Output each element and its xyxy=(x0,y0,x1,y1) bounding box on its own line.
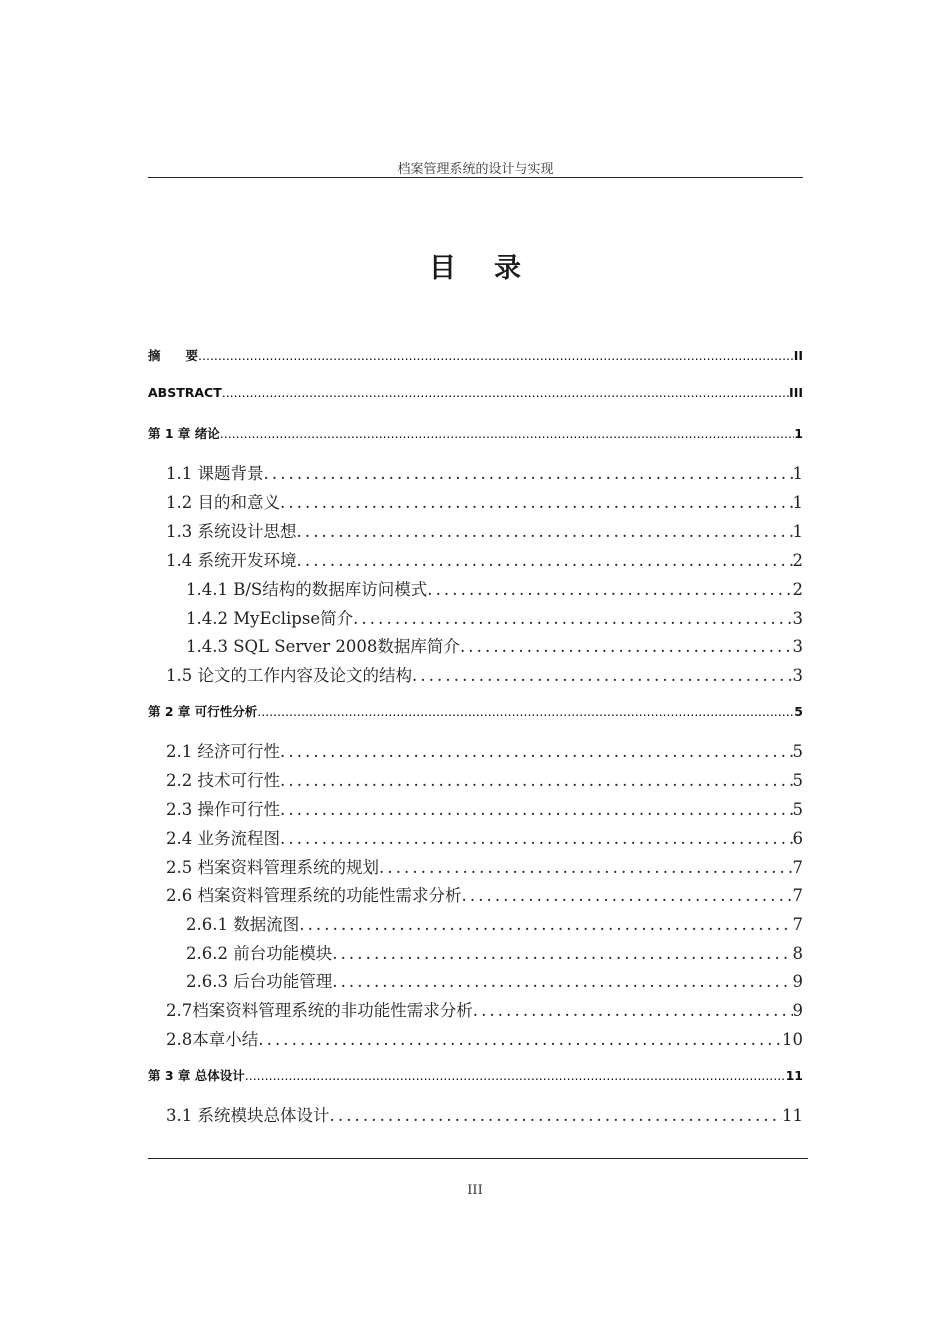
toc-entry-label: 1.4.3 SQL Server 2008数据库简介 xyxy=(186,637,460,656)
dot-leader xyxy=(280,493,793,512)
toc-entry-label: 2.1 经济可行性 xyxy=(166,742,280,761)
dot-leader xyxy=(297,551,793,570)
toc-entry-page: 1 xyxy=(792,493,803,512)
toc-entry-2-6-2[interactable] xyxy=(186,940,803,964)
toc-entry-label: 第 2 章 可行性分析 xyxy=(148,704,258,719)
toc-entry-label: 1.1 课题背景 xyxy=(166,464,264,483)
dot-leader xyxy=(332,972,792,991)
toc-entry-1-3[interactable] xyxy=(166,518,803,542)
dot-leader xyxy=(280,742,793,761)
toc-entry-label: 2.5 档案资料管理系统的规划 xyxy=(166,858,379,877)
toc-entry-2-7[interactable] xyxy=(166,997,803,1021)
toc-entry-page: 7 xyxy=(792,915,803,934)
toc-entry-label: 3.1 系统模块总体设计 xyxy=(166,1106,330,1125)
toc-entry-label: 2.2 技术可行性 xyxy=(166,771,280,790)
dot-leader xyxy=(460,637,793,656)
dot-leader xyxy=(297,522,793,541)
toc-entry-page: 5 xyxy=(792,742,803,761)
toc-entry-page: 7 xyxy=(792,886,803,905)
toc-entry-label: 2.3 操作可行性 xyxy=(166,800,280,819)
toc-entry-page: III xyxy=(789,385,803,400)
dot-leader xyxy=(280,829,793,848)
toc-entry-page: 3 xyxy=(792,609,803,628)
dot-leader xyxy=(222,385,789,400)
toc-entry-page: 5 xyxy=(792,771,803,790)
toc-entry-label: 2.4 业务流程图 xyxy=(166,829,280,848)
toc-entry-1-4[interactable] xyxy=(166,547,803,571)
running-header: 档案管理系统的设计与实现 xyxy=(397,162,554,177)
toc-entry-page: 1 xyxy=(792,464,803,483)
toc-entry-chapter-1[interactable] xyxy=(148,424,803,442)
dot-leader xyxy=(280,800,793,819)
toc-entry-page: 2 xyxy=(792,551,803,570)
toc-entry-label: 1.4 系统开发环境 xyxy=(166,551,297,570)
toc-entry-page: 9 xyxy=(792,972,803,991)
toc-entry-label: 1.5 论文的工作内容及论文的结构 xyxy=(166,666,412,685)
dot-leader xyxy=(462,886,793,905)
toc-title: 目录 xyxy=(429,253,559,284)
toc-entry-label: 1.4.1 B/S结构的数据库访问模式 xyxy=(186,580,428,599)
dot-leader xyxy=(257,704,794,719)
page-number: III xyxy=(467,1183,483,1198)
toc-entry-page: 5 xyxy=(794,704,803,719)
toc-entry-2-5[interactable] xyxy=(166,854,803,878)
toc-entry-page: 6 xyxy=(792,829,803,848)
toc-entry-label: 1.4.2 MyEclipse简介 xyxy=(186,609,354,628)
dot-leader xyxy=(379,858,793,877)
dot-leader xyxy=(258,1030,782,1049)
toc-entry-2-8[interactable] xyxy=(166,1026,803,1050)
toc-entry-label: 摘 要 xyxy=(148,348,199,363)
toc-entry-label: 1.2 目的和意义 xyxy=(166,493,280,512)
dot-leader xyxy=(353,609,792,628)
toc-entry-page: 3 xyxy=(792,637,803,656)
toc-entry-2-2[interactable] xyxy=(166,767,803,791)
toc-entry-page: 11 xyxy=(782,1106,803,1125)
toc-entry-page: 1 xyxy=(792,522,803,541)
dot-leader xyxy=(220,426,795,441)
dot-leader xyxy=(332,944,792,963)
toc-entry-page: 8 xyxy=(792,944,803,963)
dot-leader xyxy=(198,348,794,363)
toc-entry-page: 7 xyxy=(792,858,803,877)
toc-entry-label: 第 3 章 总体设计 xyxy=(148,1068,245,1083)
toc-entry-abstract-en[interactable] xyxy=(148,385,803,400)
dot-leader xyxy=(330,1106,783,1125)
dot-leader xyxy=(280,771,793,790)
toc-entry-label: 1.3 系统设计思想 xyxy=(166,522,297,541)
toc-entry-2-1[interactable] xyxy=(166,738,803,762)
dot-leader xyxy=(473,1001,793,1020)
toc-entry-page: 1 xyxy=(794,426,803,441)
toc-entry-chapter-3[interactable] xyxy=(148,1066,803,1084)
toc-entry-2-6[interactable] xyxy=(166,882,803,906)
toc-entry-label: ABSTRACT xyxy=(148,385,222,400)
toc-entry-label: 2.7档案资料管理系统的非功能性需求分析 xyxy=(166,1001,473,1020)
dot-leader xyxy=(412,666,793,685)
dot-leader xyxy=(264,464,793,483)
toc-entry-1-5[interactable] xyxy=(166,662,803,686)
toc-entry-3-1[interactable] xyxy=(166,1102,803,1126)
toc-entry-1-4-2[interactable] xyxy=(186,605,803,629)
toc-entry-label: 2.6.3 后台功能管理 xyxy=(186,972,333,991)
toc-entry-label: 2.6.1 数据流图 xyxy=(186,915,300,934)
toc-entry-1-4-3[interactable] xyxy=(186,633,803,657)
dot-leader xyxy=(427,580,792,599)
toc-entry-label: 2.6 档案资料管理系统的功能性需求分析 xyxy=(166,886,462,905)
toc-entry-abstract-cn[interactable] xyxy=(148,346,803,364)
toc-entry-page: 10 xyxy=(782,1030,803,1049)
toc-entry-2-4[interactable] xyxy=(166,825,803,849)
toc-entry-label: 2.8本章小结 xyxy=(166,1030,259,1049)
footer-rule xyxy=(148,1158,808,1159)
toc-entry-label: 第 1 章 绪论 xyxy=(148,426,220,441)
toc-entry-page: 2 xyxy=(792,580,803,599)
toc-entry-page: II xyxy=(793,348,803,363)
dot-leader xyxy=(299,915,792,934)
toc-entry-1-4-1[interactable] xyxy=(186,576,803,600)
toc-entry-page: 3 xyxy=(792,666,803,685)
toc-entry-page: 11 xyxy=(785,1068,803,1083)
toc-entry-page: 5 xyxy=(792,800,803,819)
toc-entry-2-3[interactable] xyxy=(166,796,803,820)
toc-entry-chapter-2[interactable] xyxy=(148,702,803,720)
toc-entry-2-6-3[interactable] xyxy=(186,968,803,992)
dot-leader xyxy=(245,1068,786,1083)
toc-entry-label: 2.6.2 前台功能模块 xyxy=(186,944,333,963)
toc-entry-1-2[interactable] xyxy=(166,489,803,513)
toc-entry-2-6-1[interactable] xyxy=(186,911,803,935)
toc-entry-page: 9 xyxy=(792,1001,803,1020)
toc-entry-1-1[interactable] xyxy=(166,460,803,484)
